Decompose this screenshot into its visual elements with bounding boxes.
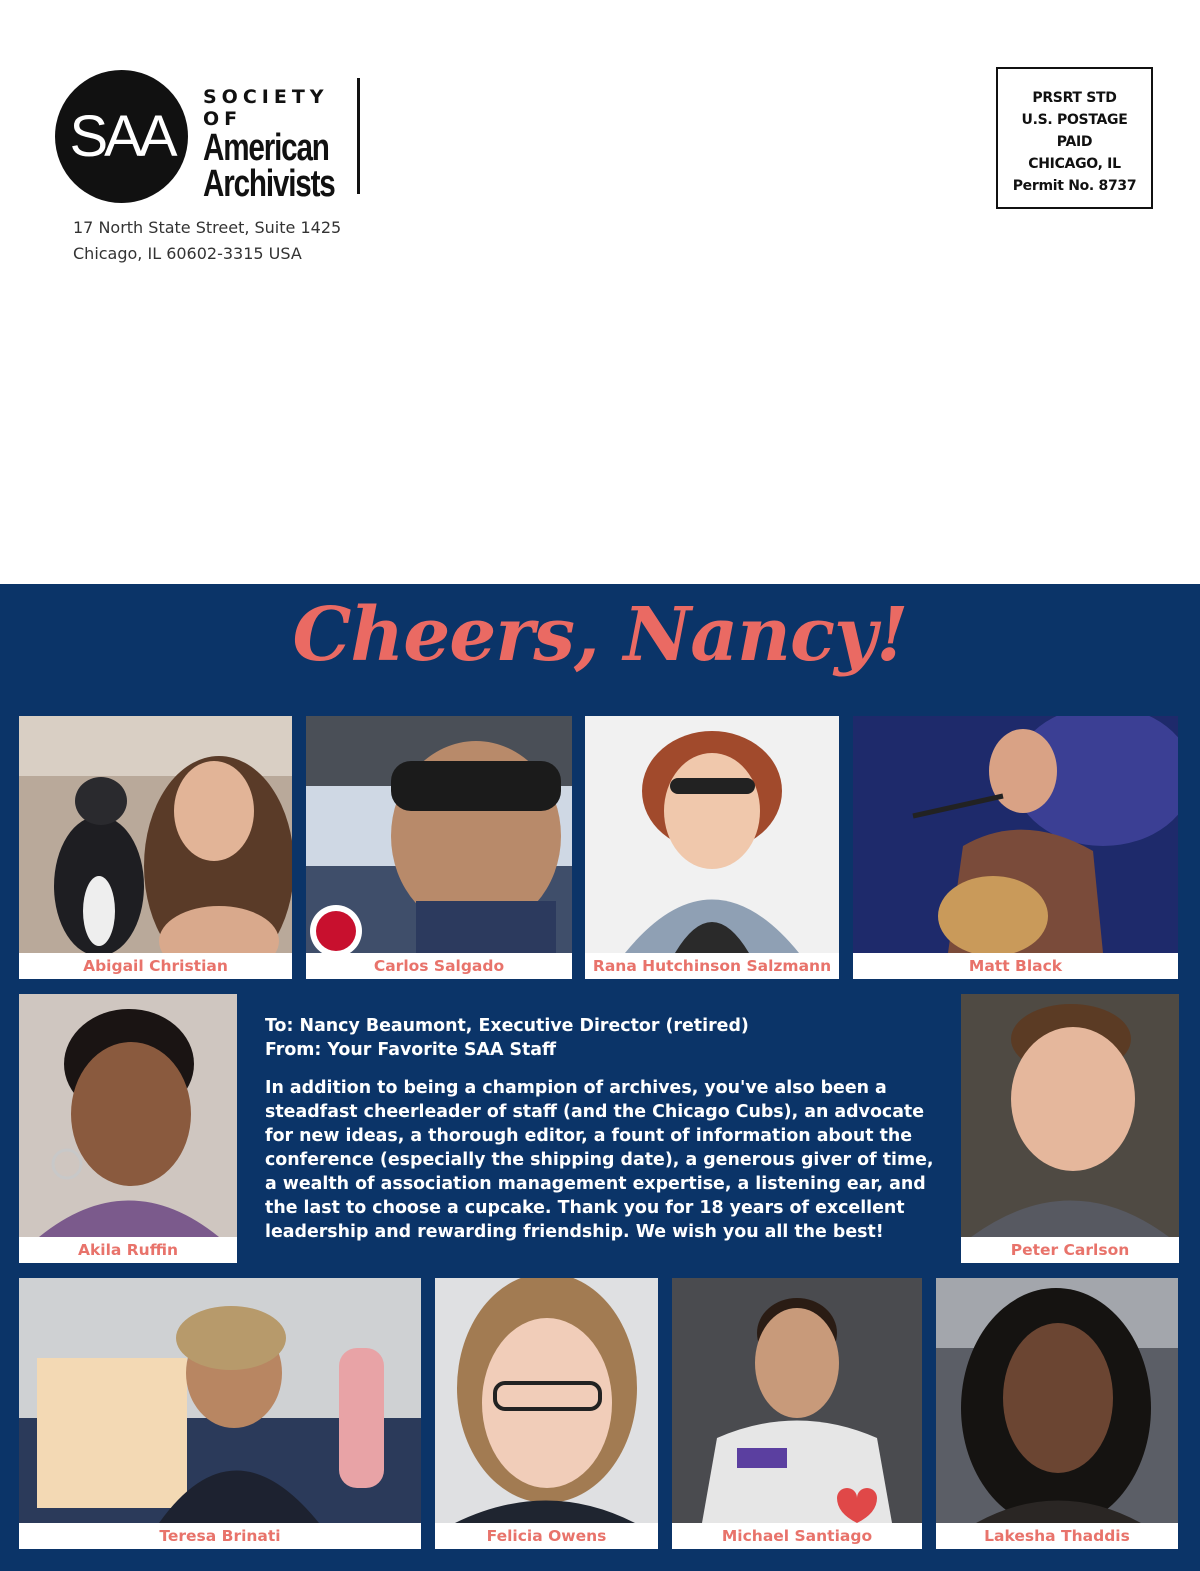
photo-image: [435, 1278, 658, 1523]
caption: Lakesha Thaddis: [936, 1523, 1178, 1549]
photo-rana-hutchinson-salzmann: [585, 716, 839, 979]
photo-image: [961, 994, 1179, 1237]
postage-line-1: PRSRT STD: [1032, 90, 1117, 106]
logo-monogram: SAA: [69, 104, 174, 169]
message-spacer: [265, 1062, 945, 1076]
caption: Abigail Christian: [19, 953, 292, 979]
photo-akila-ruffin: [19, 994, 237, 1263]
photo-peter-carlson: [961, 994, 1179, 1263]
photo-abigail-christian: [19, 716, 292, 979]
message-to: To: Nancy Beaumont, Executive Director (retired): [265, 1016, 749, 1036]
logo-american: American: [203, 127, 329, 169]
photo-michael-santiago: [672, 1278, 922, 1549]
postage-line-5: Permit No. 8737: [1012, 178, 1137, 194]
photo-image: [19, 1278, 421, 1523]
logo-society-of: SOCIETY OF: [203, 86, 329, 130]
caption: Teresa Brinati: [19, 1523, 421, 1549]
headline: Cheers, Nancy!: [292, 592, 908, 678]
address-line-2: Chicago, IL 60602-3315 USA: [73, 244, 302, 263]
postage-indicia: [996, 67, 1153, 209]
return-address: [73, 215, 341, 267]
caption: Felicia Owens: [435, 1523, 658, 1549]
photo-image: [19, 716, 292, 953]
postage-line-2: U.S. POSTAGE: [1021, 112, 1128, 128]
caption: Carlos Salgado: [306, 953, 572, 979]
caption: Peter Carlson: [961, 1237, 1179, 1263]
message-block: [265, 1014, 945, 1244]
photo-image: [585, 716, 839, 953]
saa-logo: [55, 70, 365, 205]
caption: Rana Hutchinson Salzmann: [585, 953, 839, 979]
logo-wordmark: [203, 86, 372, 205]
photo-carlos-salgado: [306, 716, 572, 979]
logo-archivists: Archivists: [203, 163, 335, 205]
photo-felicia-owens: [435, 1278, 658, 1549]
photo-image: [19, 994, 237, 1237]
logo-divider: [357, 78, 360, 194]
photo-lakesha-thaddis: [936, 1278, 1178, 1549]
logo-monogram-circle: [55, 70, 188, 203]
photo-image: [306, 716, 572, 953]
address-line-1: 17 North State Street, Suite 1425: [73, 218, 342, 237]
photo-image: [936, 1278, 1178, 1523]
photo-image: [672, 1278, 922, 1523]
caption: Matt Black: [853, 953, 1178, 979]
photo-image: [853, 716, 1178, 953]
photo-matt-black: [853, 716, 1178, 979]
photo-teresa-brinati: [19, 1278, 421, 1549]
postage-line-3: PAID: [1056, 134, 1093, 150]
postage-line-4: CHICAGO, IL: [1028, 156, 1121, 172]
caption: Michael Santiago: [672, 1523, 922, 1549]
message-body: In addition to being a champion of archives, you've also been a steadfast cheerleader of staff (and the Chicago Cubs), an advocate for new ideas, a thorough editor, a fount of information about the conference (especially the shipping date), a generous giver of time, a wealth of association management expertise, a listening ear, and the last to choose a cupcake. Thank you for 18 years of excellent leadership and rewarding friendship. We wish you all the best!: [265, 1078, 934, 1242]
caption: Akila Ruffin: [19, 1237, 237, 1263]
message-from: From: Your Favorite SAA Staff: [265, 1040, 557, 1060]
